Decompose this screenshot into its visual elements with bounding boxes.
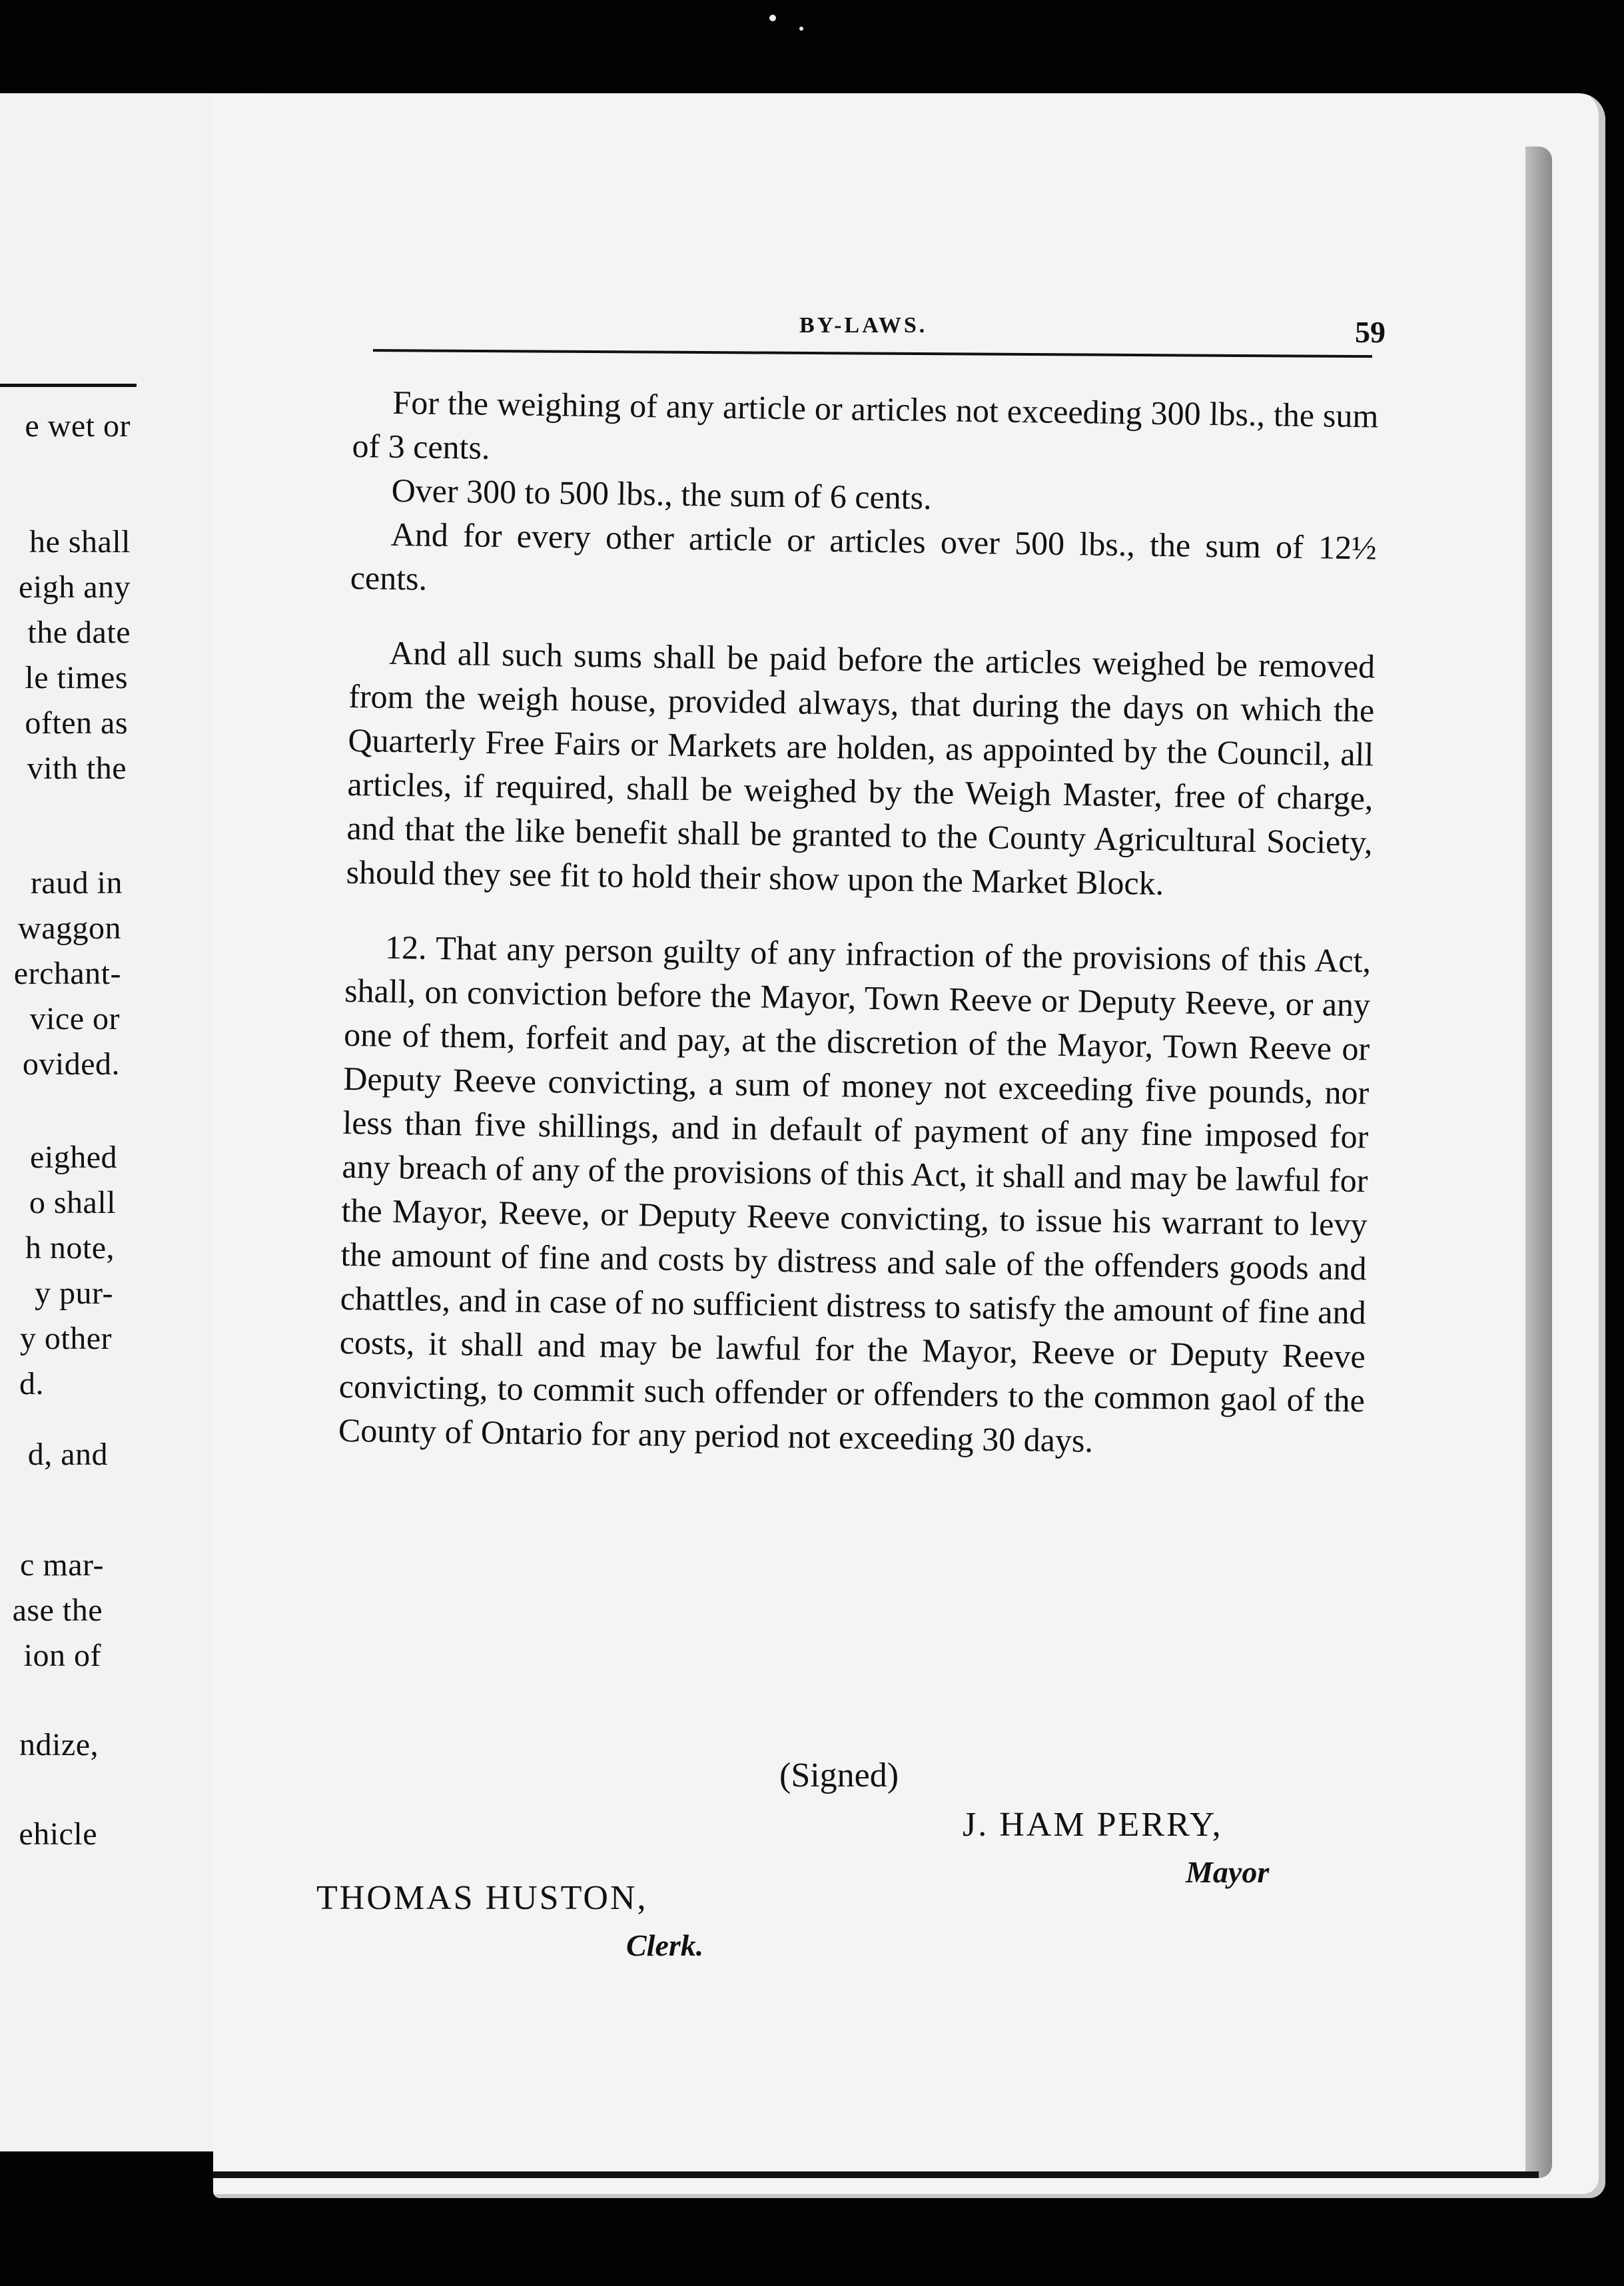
page-edge-shadow bbox=[1525, 147, 1552, 2178]
left-page-fragment: c mar- bbox=[20, 1547, 104, 1583]
left-page bbox=[0, 93, 246, 2151]
right-page bbox=[213, 93, 1605, 2198]
left-page-fragment: he shall bbox=[29, 524, 131, 560]
left-page-fragment: ase the bbox=[12, 1593, 103, 1628]
left-page-fragment: h note, bbox=[25, 1230, 115, 1266]
scan-speck bbox=[799, 27, 803, 31]
left-page-fragment: vice or bbox=[29, 1001, 120, 1036]
left-page-fragment: d. bbox=[19, 1366, 44, 1401]
left-page-fragment: o shall bbox=[29, 1185, 116, 1220]
scan-speck bbox=[769, 15, 776, 21]
paragraph-weighing-500: Over 300 to 500 lbs., the sum of 6 cents. bbox=[391, 471, 933, 517]
left-page-fragment: ndize, bbox=[19, 1727, 99, 1762]
left-page-fragment: often as bbox=[25, 705, 128, 741]
left-page-fragment: e wet or bbox=[25, 408, 131, 444]
running-head: BY-LAWS. bbox=[799, 313, 928, 338]
left-page-fragment: y pur- bbox=[34, 1276, 113, 1311]
paragraph-section-12: 12. That any person guilty of any infraction of the provisions of this Act, shall, on conviction before the Mayor, Town Reeve or Deputy Reeve, or any one of them, forfeit and pay, at the discretion of the Mayor, Town Reeve or Deputy Reeve convicting, a sum of money not exceeding five pounds, nor less than five shillings, and in default of payment of any fine imposed for any breach of any of the provisions of this Act, it shall and may be lawful for the Mayor, Reeve, or Deputy Reeve convicting, to issue his warrant to levy the amount of fine and costs by distress and sale of the offenders goods and chattles, and in case of no sufficient distress to satisfy the amount of fine and costs, it shall and may be lawful for the Mayor, Reeve or Deputy Reeve convicting, to commit such offender or offenders to the common gaol of the County of Ontario for any period not exceeding 30 days. bbox=[338, 928, 1372, 1459]
page-bottom-edge bbox=[213, 2171, 1539, 2178]
left-page-fragment: raud in bbox=[30, 865, 123, 901]
clerk-title: Clerk. bbox=[626, 1928, 704, 1962]
mayor-title: Mayor bbox=[1186, 1855, 1270, 1889]
left-page-fragment: vith the bbox=[27, 751, 127, 786]
left-page-fragment: waggon bbox=[18, 911, 121, 946]
left-page-fragment: the date bbox=[27, 615, 131, 650]
left-page-fragment: y other bbox=[19, 1321, 112, 1356]
mayor-name: J. HAM PERRY, bbox=[963, 1806, 1223, 1844]
left-page-fragment: eighed bbox=[30, 1140, 117, 1175]
clerk-name: THOMAS HUSTON, bbox=[316, 1879, 648, 1917]
left-page-fragment: eigh any bbox=[19, 570, 131, 605]
left-page-fragment: ehicle bbox=[19, 1816, 97, 1852]
header-rule bbox=[373, 349, 1372, 358]
body-text bbox=[338, 380, 1379, 1466]
left-page-fragment: erchant- bbox=[13, 956, 121, 991]
paragraph-weighing-over-500: And for every other article or articles over 500 lbs., the sum of 12½ cents. bbox=[350, 515, 1378, 597]
left-page-fragment: le times bbox=[25, 660, 128, 695]
left-page-fragment: ion of bbox=[23, 1638, 101, 1673]
left-page-fragment: ovided. bbox=[22, 1046, 120, 1082]
paragraph-weighing-300: For the weighing of any article or articles not exceeding 300 lbs., the sum of 3 cents. bbox=[352, 383, 1379, 466]
signed-label: (Signed) bbox=[779, 1756, 899, 1794]
left-page-fragment: d, and bbox=[27, 1437, 108, 1472]
page-number: 59 bbox=[1355, 315, 1386, 349]
left-page-rule bbox=[0, 384, 137, 387]
paragraph-payment: And all such sums shall be paid before the articles weighed be removed from the weigh house, provided always, that during the days on which the Quarterly Free Fairs or Markets are holden, as appointed by the Council, all articles, if required, shall be weighed by the Weigh Master, free of charge, and that the like benefit shall be granted to the County Agricultural Society, should they see fit to hold their show upon the Market Block. bbox=[346, 633, 1376, 903]
